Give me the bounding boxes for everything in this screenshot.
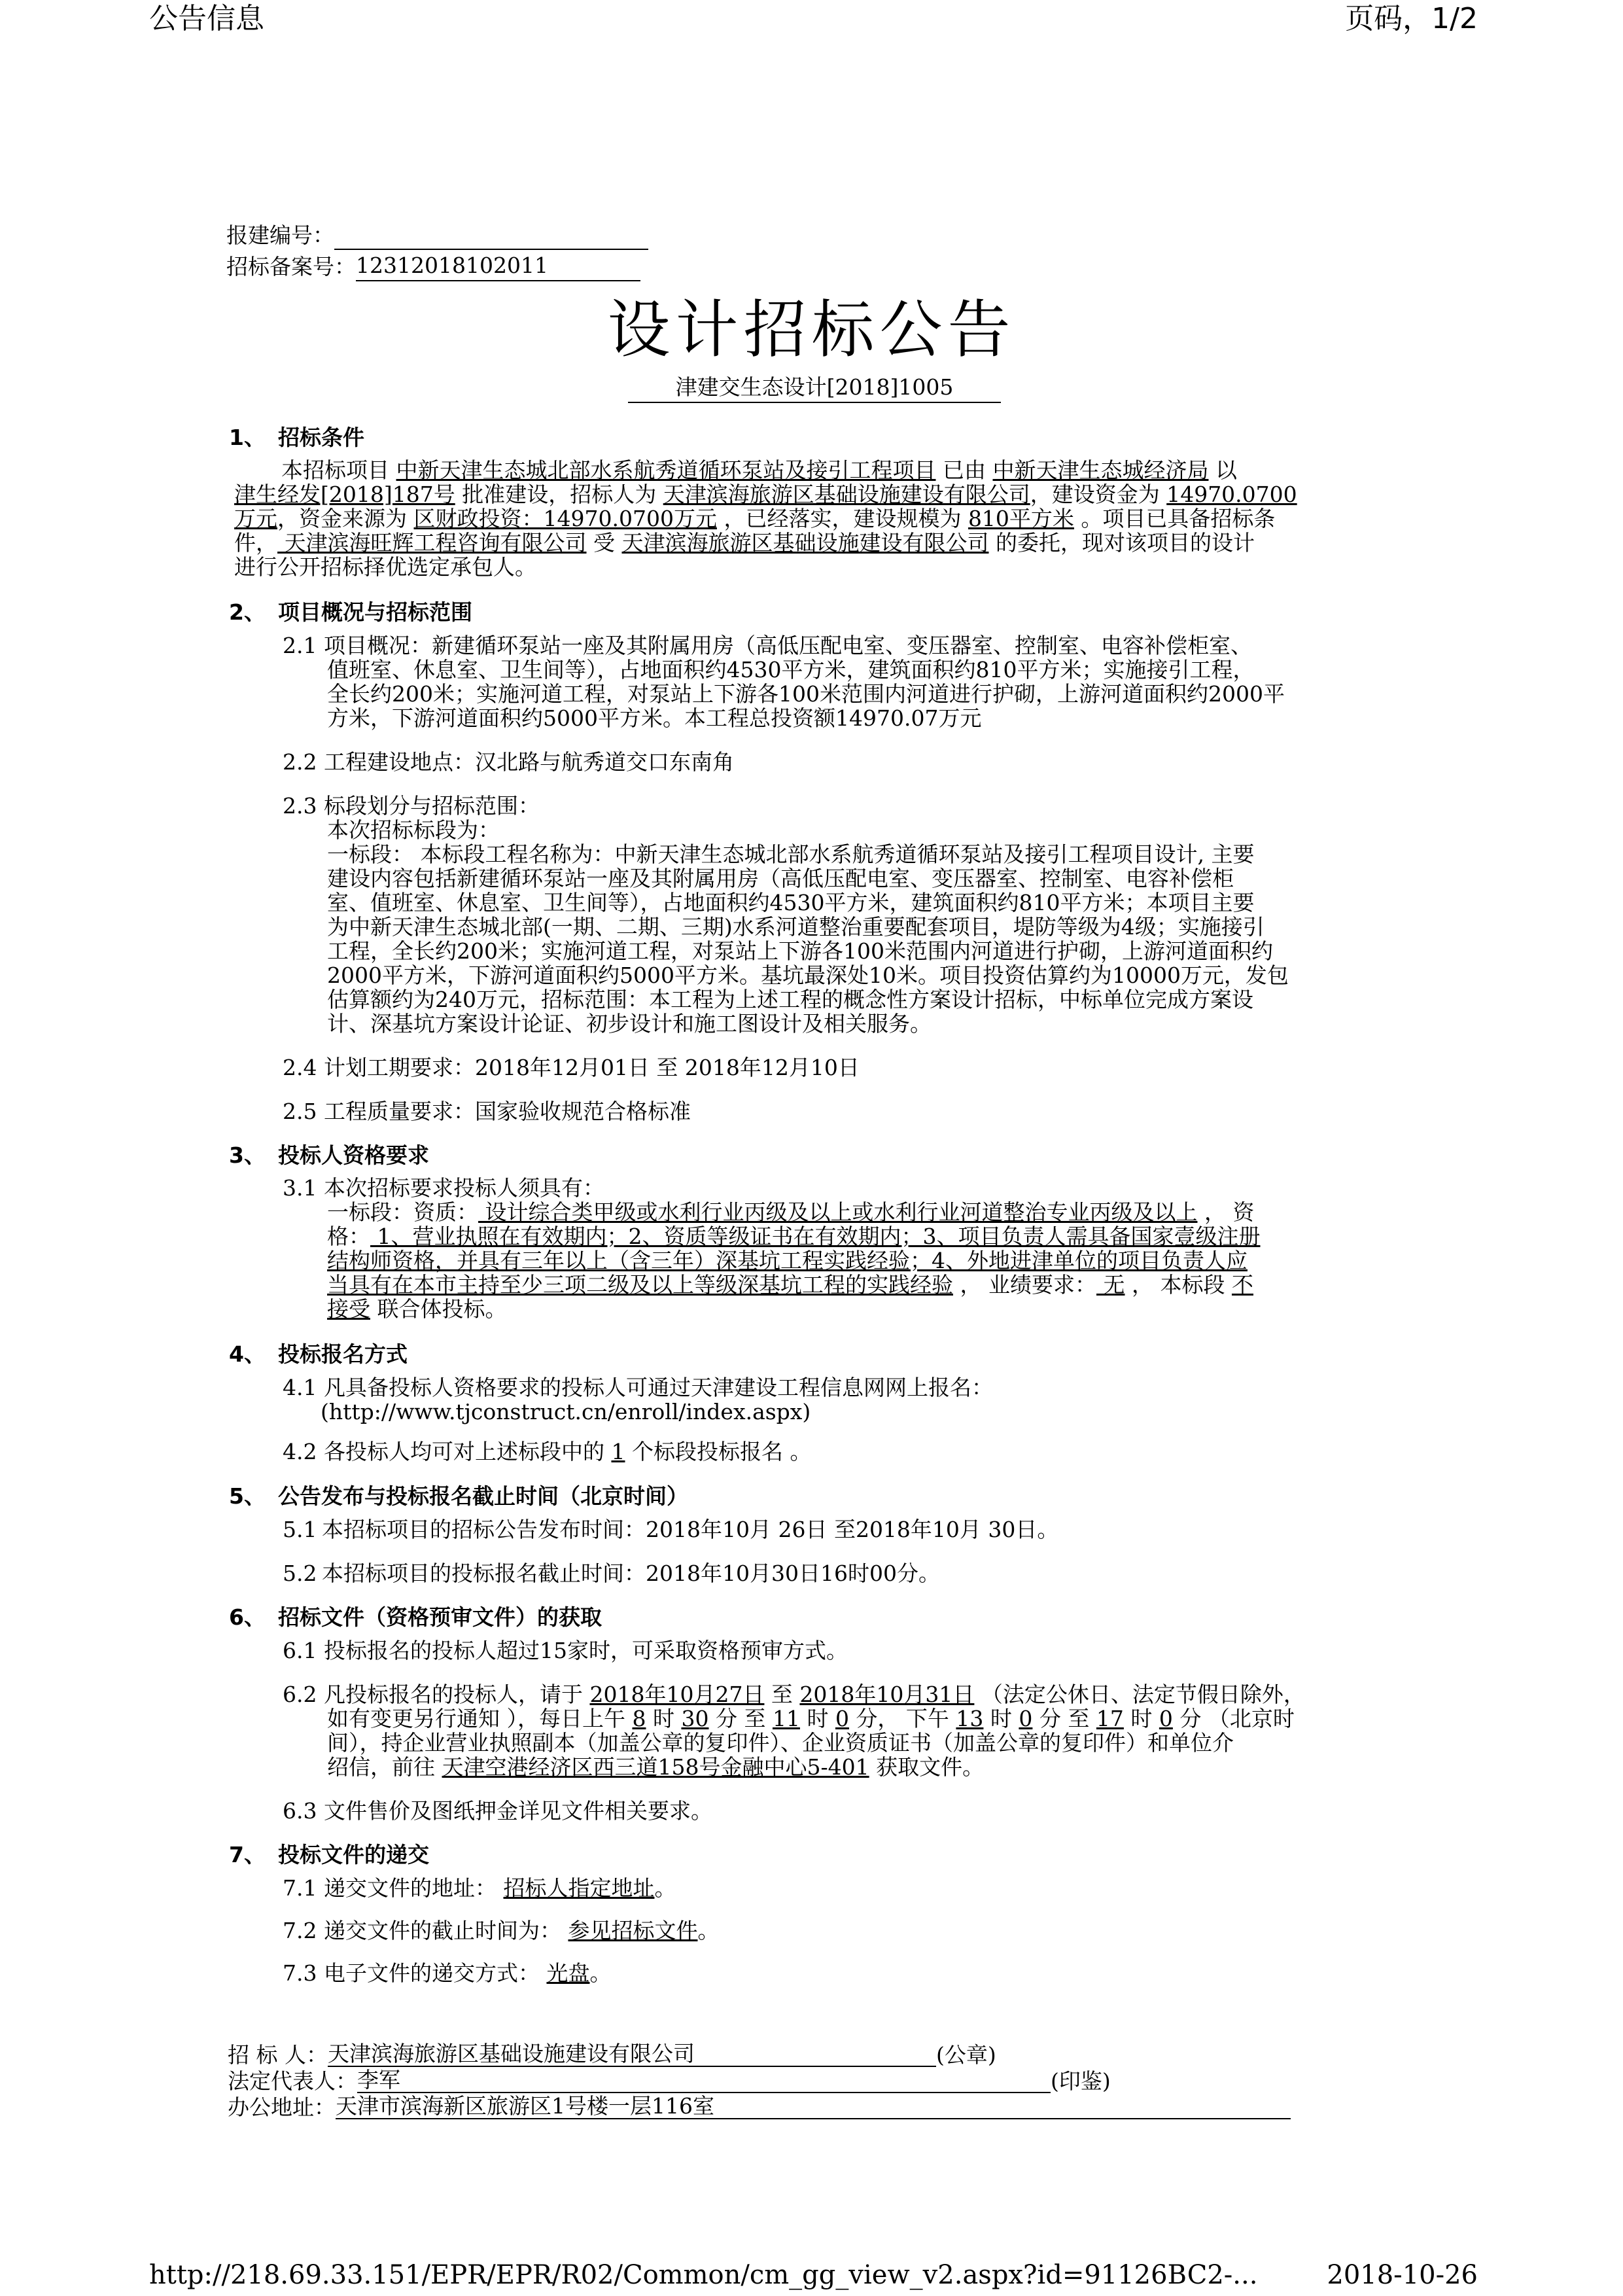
- section-7-heading: 7、 投标文件的递交: [229, 1842, 429, 1867]
- s2-3-line-4: 建设内容包括新建循环泵站一座及其附属用房（高低压配电室、变压器室、控制室、电容补偿柜: [327, 866, 1234, 891]
- s2-1-line-1: 2.1 项目概况：新建循环泵站一座及其附属用房（高低压配电室、变压器室、控制室、电容补偿柜室、: [283, 633, 1252, 658]
- legal-rep-label: 法定代表人：: [228, 2068, 357, 2094]
- s3-line-4: 当具有在本市主持至少三项二级及以上等级深基坑工程的实践经验 ， 业绩要求： 无 ， 本标段 不: [327, 1272, 1253, 1298]
- record-number-value: 12312018102011: [356, 251, 640, 281]
- report-number-label: 报建编号：: [226, 222, 334, 248]
- s2-3-line-6: 为中新天津生态城北部(一期、二期、三期)水系河道整治重要配套项目，堤防等级为4级；实施接引: [327, 914, 1265, 940]
- office-address-line: [228, 2094, 1291, 2119]
- s2-5: 2.5 工程质量要求：国家验收规范合格标准: [283, 1099, 691, 1124]
- s6-2-line-2: 如有变更另行通知 ），每日上午 8 时 30 分 至 11 时 0 分， 下午 13 时 0 分 至 17 时 0 分 （北京时: [327, 1706, 1295, 1731]
- section-1-heading: 1、 招标条件: [229, 425, 364, 450]
- footer-url[interactable]: http://218.69.33.151/EPR/EPR/R02/Common/cm_gg_view_v2.aspx?id=91126BC2-...: [149, 2260, 1258, 2290]
- s3-line-2: 格： 1、营业执照在有效期内；2、资质等级证书在有效期内；3、项目负责人需具备国家壹级注册: [327, 1224, 1261, 1249]
- s5-1: 5.1 本招标项目的招标公告发布时间：2018年10月 26日 至2018年10月 30日。: [283, 1517, 1059, 1542]
- s2-1-line-2: 值班室、休息室、卫生间等），占地面积约4530平方米，建筑面积约810平方米；实施接引工程，: [327, 657, 1255, 682]
- s2-1-line-3: 全长约200米；实施河道工程，对泵站上下游各100米范围内河道进行护砌，上游河道面积约2000平: [327, 681, 1285, 707]
- page-number: 页码，1/2: [1345, 2, 1478, 35]
- s7-3: 7.3 电子文件的递交方式： 光盘。: [283, 1960, 612, 1986]
- s6-3: 6.3 文件售价及图纸押金详见文件相关要求。: [283, 1798, 712, 1824]
- section-2-heading: 2、 项目概况与招标范围: [229, 599, 472, 625]
- footer-date: 2018-10-26: [1327, 2260, 1478, 2290]
- document-number: 津建交生态设计[2018]1005: [628, 373, 1001, 403]
- section-4-heading: 4、 投标报名方式: [229, 1341, 408, 1367]
- section-3-heading: 3、 投标人资格要求: [229, 1142, 429, 1168]
- record-number-label: 招标备案号：: [226, 254, 356, 279]
- s3-line-5: 接受 联合体投标。: [327, 1296, 507, 1322]
- s2-3-line-5: 室、值班室、休息室、卫生间等），占地面积约4530平方米，建筑面积约810平方米；本项目主要: [327, 890, 1255, 915]
- s2-3-line-2: 本次招标标段为：: [327, 817, 500, 843]
- office-address-value: 天津市滨海新区旅游区1号楼一层116室: [336, 2094, 1291, 2119]
- s2-2: 2.2 工程建设地点：汉北路与航秀道交口东南角: [283, 749, 734, 775]
- s3-line-3: 结构师资格，并具有三年以上（含三年）深基坑工程实践经验；4、外地进津单位的项目负责人应: [327, 1248, 1248, 1273]
- legal-rep-seal: (印鉴): [1051, 2068, 1111, 2094]
- page-title: 设计招标公告: [607, 293, 1016, 366]
- s2-4: 2.4 计划工期要求：2018年12月01日 至 2018年12月10日: [283, 1055, 860, 1080]
- tenderer-value: 天津滨海旅游区基础设施建设有限公司: [328, 2041, 936, 2067]
- enroll-url[interactable]: (http://www.tjconstruct.cn/enroll/index.aspx): [321, 1399, 811, 1424]
- legal-rep-value: 李军: [357, 2068, 1051, 2093]
- s6-2-line-4: 绍信，前往 天津空港经济区西三道158号金融中心5-401 获取文件。: [327, 1754, 985, 1780]
- s1-line-1: 本招标项目 中新天津生态城北部水系航秀道循环泵站及接引工程项目 已由 中新天津生态城经济局 以: [281, 457, 1237, 483]
- s2-3-line-9: 估算额约为240万元，招标范围：本工程为上述工程的概念性方案设计招标，中标单位完成方案设: [327, 987, 1253, 1012]
- section-6-heading: 6、 招标文件（资格预审文件）的获取: [229, 1604, 602, 1630]
- s2-3-line-10: 计、深基坑方案设计论证、初步设计和施工图设计及相关服务。: [327, 1011, 932, 1036]
- record-number: [226, 251, 640, 281]
- s2-3-line-1: 2.3 标段划分与招标范围：: [283, 793, 540, 819]
- s4-2: 4.2 各投标人均可对上述标段中的 1 个标段投标报名 。: [283, 1439, 812, 1464]
- header-left: 公告信息: [149, 2, 264, 35]
- s2-1-line-4: 方米，下游河道面积约5000平方米。本工程总投资额14970.07万元: [327, 705, 982, 731]
- s3-line-1: 一标段：资质： 设计综合类甲级或水利行业丙级及以上或水利行业河道整治专业丙级及以上 ， 资: [327, 1199, 1255, 1225]
- tenderer-line: [228, 2041, 996, 2067]
- s5-2: 5.2 本招标项目的投标报名截止时间：2018年10月30日16时00分。: [283, 1561, 940, 1586]
- s1-line-4: 件， 天津滨海旺辉工程咨询有限公司 受 天津滨海旅游区基础设施建设有限公司 的委托，现对该项目的设计: [234, 530, 1255, 556]
- s2-3-line-8: 2000平方米，下游河道面积约5000平方米。基坑最深处10米。项目投资估算约为10000万元，发包: [327, 963, 1289, 988]
- s1-line-3: 万元，资金来源为 区财政投资：14970.0700万元 ，已经落实，建设规模为 810平方米 。项目已具备招标条: [234, 506, 1276, 531]
- s1-line-2: 津生经发[2018]187号 批准建设，招标人为 天津滨海旅游区基础设施建设有限公司，建设资金为 14970.0700: [234, 482, 1297, 507]
- s3-1: 3.1 本次招标要求投标人须具有：: [283, 1175, 604, 1201]
- legal-rep-line: [228, 2068, 1111, 2093]
- s6-1: 6.1 投标报名的投标人超过15家时，可采取资格预审方式。: [283, 1638, 848, 1663]
- office-address-label: 办公地址：: [228, 2094, 336, 2120]
- s6-2-line-1: 6.2 凡投标报名的投标人，请于 2018年10月27日 至 2018年10月31日 （法定公休日、法定节假日除外，: [283, 1682, 1305, 1707]
- tenderer-seal: (公章): [935, 2042, 996, 2068]
- report-number: [226, 221, 648, 250]
- s4-1: 4.1 凡具备投标人资格要求的投标人可通过天津建设工程信息网网上报名：: [283, 1375, 993, 1400]
- section-5-heading: 5、 公告发布与投标报名截止时间（北京时间）: [229, 1483, 688, 1509]
- s2-3-line-3: 一标段： 本标段工程名称为：中新天津生态城北部水系航秀道循环泵站及接引工程项目设计, 主要: [327, 841, 1255, 867]
- report-number-value: [334, 249, 648, 250]
- s6-2-line-3: 间），持企业营业执照副本（加盖公章的复印件）、企业资质证书（加盖公章的复印件）和单位介: [327, 1730, 1234, 1756]
- s1-line-5: 进行公开招标择优选定承包人。: [234, 554, 536, 580]
- s7-2: 7.2 递交文件的截止时间为： 参见招标文件。: [283, 1918, 720, 1943]
- tenderer-label: 招 标 人：: [228, 2042, 328, 2068]
- s7-1: 7.1 递交文件的地址： 招标人指定地址。: [283, 1875, 676, 1901]
- s2-3-line-7: 工程，全长约200米；实施河道工程，对泵站上下游各100米范围内河道进行护砌，上游河道面积约: [327, 938, 1273, 964]
